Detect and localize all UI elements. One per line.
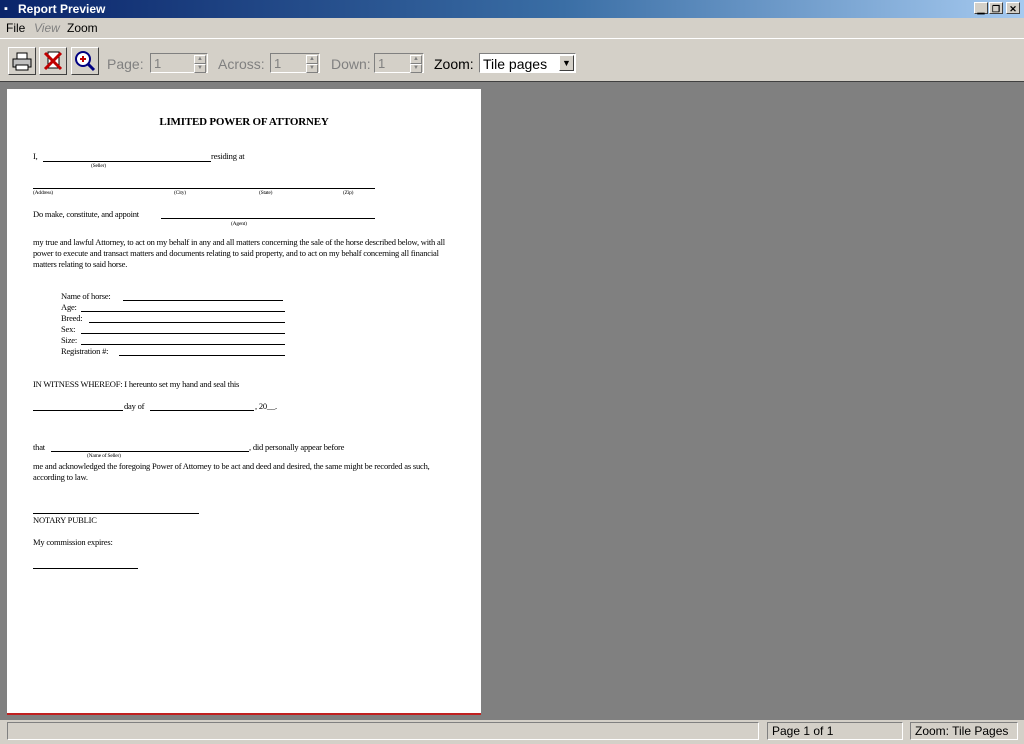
zip-caption: (Zip): [343, 190, 354, 196]
title-bar: [0, 0, 1024, 18]
report-page: [7, 89, 481, 715]
status-panel-main: [7, 722, 759, 740]
body-paragraph: my true and lawful Attorney, to act on my behalf in any and all matters concerning the sale of the horse described below, with all power to execute and transact matters and documents relating to said property, and to act on my behalf concerning all financial matters relating to said horse.: [33, 237, 445, 269]
horse-age-line: [81, 311, 285, 312]
status-bar: [0, 720, 1024, 744]
horse-breed-line: [89, 322, 285, 323]
spin-down-icon[interactable]: ▼: [410, 64, 422, 73]
app-icon: ▪: [4, 3, 8, 15]
down-spinner[interactable]: [374, 53, 424, 73]
horse-registration-line: [119, 355, 285, 356]
state-caption: (State): [259, 190, 273, 196]
appear-text: , did personally appear before: [249, 442, 345, 452]
commission-text: My commission expires:: [33, 537, 113, 547]
appoint-text: Do make, constitute, and appoint: [33, 209, 139, 219]
menu-file[interactable]: File: [6, 21, 26, 35]
print-button[interactable]: [8, 47, 36, 75]
close-window-button[interactable]: ✕: [1006, 2, 1020, 14]
spin-up-icon[interactable]: ▲: [410, 55, 422, 64]
across-value: 1: [274, 56, 282, 71]
witness-text: IN WITNESS WHEREOF: I hereunto set my hand and seal this: [33, 379, 240, 389]
horse-field-size: Size:: [61, 335, 77, 345]
name-of-seller-caption: (Name of Seller): [87, 453, 121, 459]
notary-public-text: NOTARY PUBLIC: [33, 515, 97, 525]
spin-down-icon[interactable]: ▼: [194, 64, 206, 73]
page-spinner[interactable]: [150, 53, 208, 73]
down-value: 1: [378, 56, 386, 71]
menu-zoom[interactable]: Zoom: [67, 21, 98, 35]
horse-field-name: Name of horse:: [61, 291, 111, 301]
menu-bar: [0, 18, 1024, 37]
horse-sex-line: [81, 333, 285, 334]
spin-down-icon[interactable]: ▼: [306, 64, 318, 73]
spin-up-icon[interactable]: ▲: [306, 55, 318, 64]
horse-field-registration: Registration #:: [61, 346, 109, 356]
seller-line: [43, 161, 211, 162]
acknowledge-paragraph: me and acknowledged the foregoing Power of Attorney to be act and deed and desired, the same might be recorded as such, according to law.: [33, 461, 430, 482]
restore-button[interactable]: ❐: [989, 2, 1003, 14]
window-title: Report Preview: [18, 2, 106, 16]
dropdown-arrow-icon[interactable]: ▼: [559, 55, 574, 71]
horse-name-line: [123, 300, 283, 301]
status-page: Page 1 of 1: [767, 722, 903, 740]
minimize-button[interactable]: ▁: [974, 2, 988, 14]
horse-field-sex: Sex:: [61, 324, 76, 334]
zoom-select[interactable]: [479, 53, 576, 73]
preview-area[interactable]: [0, 81, 1024, 720]
address-caption: (Address): [33, 190, 53, 196]
page-label: Page:: [107, 56, 144, 72]
seller-caption: (Seller): [91, 163, 106, 169]
close-preview-button[interactable]: [39, 47, 67, 75]
menu-view[interactable]: View: [34, 21, 60, 35]
close-preview-icon: [40, 48, 66, 74]
day-line: [33, 410, 123, 411]
across-label: Across:: [218, 56, 265, 72]
down-label: Down:: [331, 56, 371, 72]
zoom-label: Zoom:: [434, 56, 474, 72]
that-text: that: [33, 442, 45, 452]
agent-caption: (Agent): [231, 221, 247, 227]
address-line: [33, 188, 375, 189]
line1-suffix: residing at: [211, 151, 245, 161]
month-line: [150, 410, 254, 411]
zoom-select-value: Tile pages: [483, 56, 548, 72]
across-spinner[interactable]: [270, 53, 320, 73]
line1-prefix: I,: [33, 151, 38, 161]
status-zoom: Zoom: Tile Pages: [910, 722, 1018, 740]
commission-date-line: [33, 568, 138, 569]
agent-line: [161, 218, 375, 219]
printer-icon: [9, 48, 35, 74]
document-title: LIMITED POWER OF ATTORNEY: [159, 116, 329, 128]
spin-up-icon[interactable]: ▲: [194, 55, 206, 64]
zoom-in-icon: [72, 48, 98, 74]
seller-name-line: [51, 451, 249, 452]
day-of-text: day of: [124, 401, 145, 411]
horse-field-age: Age:: [61, 302, 77, 312]
year-text: , 20__.: [255, 401, 277, 411]
zoom-button[interactable]: [71, 47, 99, 75]
city-caption: (City): [174, 190, 186, 196]
horse-size-line: [81, 344, 285, 345]
page-value: 1: [154, 56, 162, 71]
horse-field-breed: Breed:: [61, 313, 83, 323]
notary-signature-line: [33, 513, 199, 514]
